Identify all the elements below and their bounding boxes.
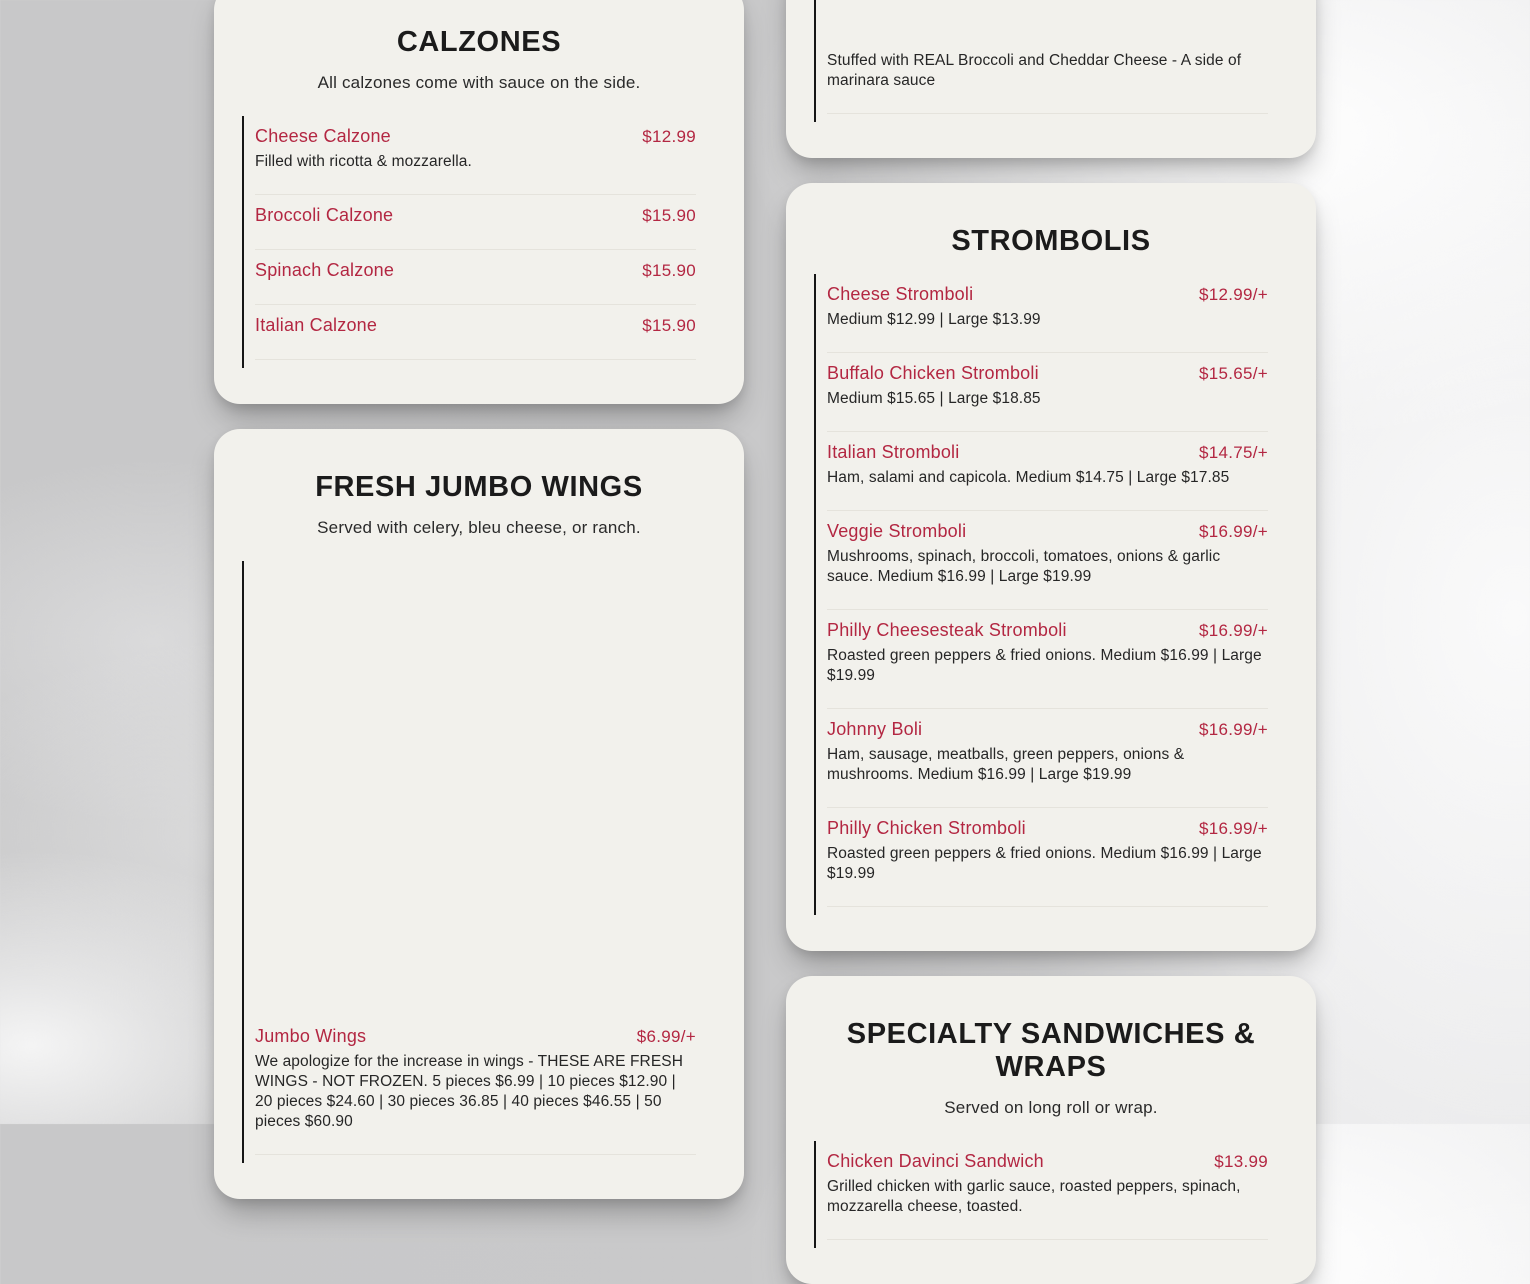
section-title-strombolis: STROMBOLIS [951, 225, 1151, 257]
item-name[interactable]: Chicken Davinci Sandwich [827, 1151, 1044, 1171]
menu-item [827, 610, 1268, 709]
item-header [255, 204, 696, 227]
menu-card-calzones [214, 0, 744, 404]
item-price: $16.99/+ [1198, 819, 1268, 838]
item-description: Medium $15.65 | Large $18.85 [827, 390, 1041, 407]
menu-card-partial-top [786, 0, 1316, 158]
item-price: $12.99 [642, 127, 696, 146]
menu-card-wings [214, 429, 744, 1199]
item-name[interactable]: Cheese Stromboli [827, 284, 974, 304]
item-price: $16.99/+ [1198, 522, 1268, 541]
section-subtitle-specialty: Served on long roll or wrap. [944, 1098, 1158, 1117]
item-name[interactable]: Italian Stromboli [827, 442, 960, 462]
menu-column-right [786, 0, 1316, 1284]
item-name[interactable]: Buffalo Chicken Stromboli [827, 363, 1039, 383]
menu-item [827, 709, 1268, 808]
item-price: $15.90 [642, 261, 696, 280]
item-description: Ham, sausage, meatballs, green peppers, onions & mushrooms. Medium $16.99 | Large $19.99 [827, 746, 1185, 783]
empty-space [255, 561, 696, 1016]
item-header [827, 441, 1268, 464]
item-description: Roasted green peppers & fried onions. Medium $16.99 | Large $19.99 [827, 647, 1262, 684]
menu-item [827, 353, 1268, 432]
item-name[interactable]: Jumbo Wings [255, 1026, 367, 1046]
item-name[interactable]: Veggie Stromboli [827, 521, 967, 541]
item-header [827, 619, 1268, 642]
item-header [827, 362, 1268, 385]
menu-item [827, 1141, 1268, 1240]
item-header [827, 718, 1268, 741]
item-description: Ham, salami and capicola. Medium $14.75 | Large $17.85 [827, 469, 1230, 486]
section-title-calzones: CALZONES [396, 26, 562, 58]
item-description: Mushrooms, spinach, broccoli, tomatoes, onions & garlic sauce. Medium $16.99 | Large $19.99 [827, 548, 1221, 585]
item-description: Stuffed with REAL Broccoli and Cheddar Cheese - A side of marinara sauce [827, 52, 1242, 89]
item-name[interactable]: Spinach Calzone [255, 260, 395, 280]
item-name[interactable]: Philly Cheesesteak Stromboli [827, 620, 1067, 640]
section-title-specialty: SPECIALTY SANDWICHES & WRAPS [846, 1018, 1256, 1083]
item-name[interactable]: Italian Calzone [255, 315, 378, 335]
item-header [827, 817, 1268, 840]
menu-items-list [814, 0, 1268, 122]
item-description: Medium $12.99 | Large $13.99 [827, 311, 1041, 328]
menu-item [827, 42, 1268, 114]
item-header [255, 259, 696, 282]
item-description: Grilled chicken with garlic sauce, roasted peppers, spinach, mozzarella cheese, toasted. [827, 1178, 1241, 1215]
item-name[interactable]: Cheese Calzone [255, 126, 391, 146]
item-description: Roasted green peppers & fried onions. Medium $16.99 | Large $19.99 [827, 845, 1262, 882]
menu-item [255, 195, 696, 250]
menu-card-strombolis [786, 183, 1316, 951]
menu-item [827, 432, 1268, 511]
item-description: Filled with ricotta & mozzarella. [255, 153, 472, 170]
item-header [827, 1150, 1268, 1173]
item-header [255, 1025, 696, 1048]
menu-items-list [814, 274, 1268, 915]
item-name[interactable]: Broccoli Calzone [255, 205, 394, 225]
menu-item [255, 305, 696, 360]
menu-item [827, 511, 1268, 610]
menu-item [255, 250, 696, 305]
menu-items-list [814, 1141, 1268, 1248]
item-price: $15.90 [642, 316, 696, 335]
item-price: $6.99/+ [636, 1027, 696, 1046]
item-price: $14.75/+ [1198, 443, 1268, 462]
item-price: $13.99 [1214, 1152, 1268, 1171]
item-header [827, 283, 1268, 306]
menu-item [827, 274, 1268, 353]
item-price: $15.65/+ [1198, 364, 1268, 383]
item-price: $16.99/+ [1198, 621, 1268, 640]
menu-items-list [242, 561, 696, 1163]
menu-columns [214, 0, 1316, 1284]
item-name[interactable]: Philly Chicken Stromboli [827, 818, 1026, 838]
section-subtitle-calzones: All calzones come with sauce on the side. [317, 73, 641, 92]
item-price: $12.99/+ [1198, 285, 1268, 304]
item-header [827, 520, 1268, 543]
item-header [255, 125, 696, 148]
section-title-wings: FRESH JUMBO WINGS [315, 471, 643, 503]
menu-column-left [214, 0, 744, 1284]
item-price: $16.99/+ [1198, 720, 1268, 739]
menu-card-specialty-sandwiches [786, 976, 1316, 1284]
item-description: We apologize for the increase in wings - THESE ARE FRESH WINGS - NOT FROZEN. 5 pieces $6.99 | 10 pieces $12.90 | 20 pieces $24.60 | 30 pieces 36.85 | 40 pieces $46.55 | 50 pieces $60.90 [255, 1053, 684, 1130]
menu-item [255, 116, 696, 195]
item-name[interactable]: Johnny Boli [827, 719, 923, 739]
item-price: $15.90 [642, 206, 696, 225]
section-subtitle-wings: Served with celery, bleu cheese, or ranch. [317, 518, 641, 537]
item-header [255, 314, 696, 337]
menu-item [255, 1016, 696, 1155]
menu-item [827, 808, 1268, 907]
menu-items-list [242, 116, 696, 368]
